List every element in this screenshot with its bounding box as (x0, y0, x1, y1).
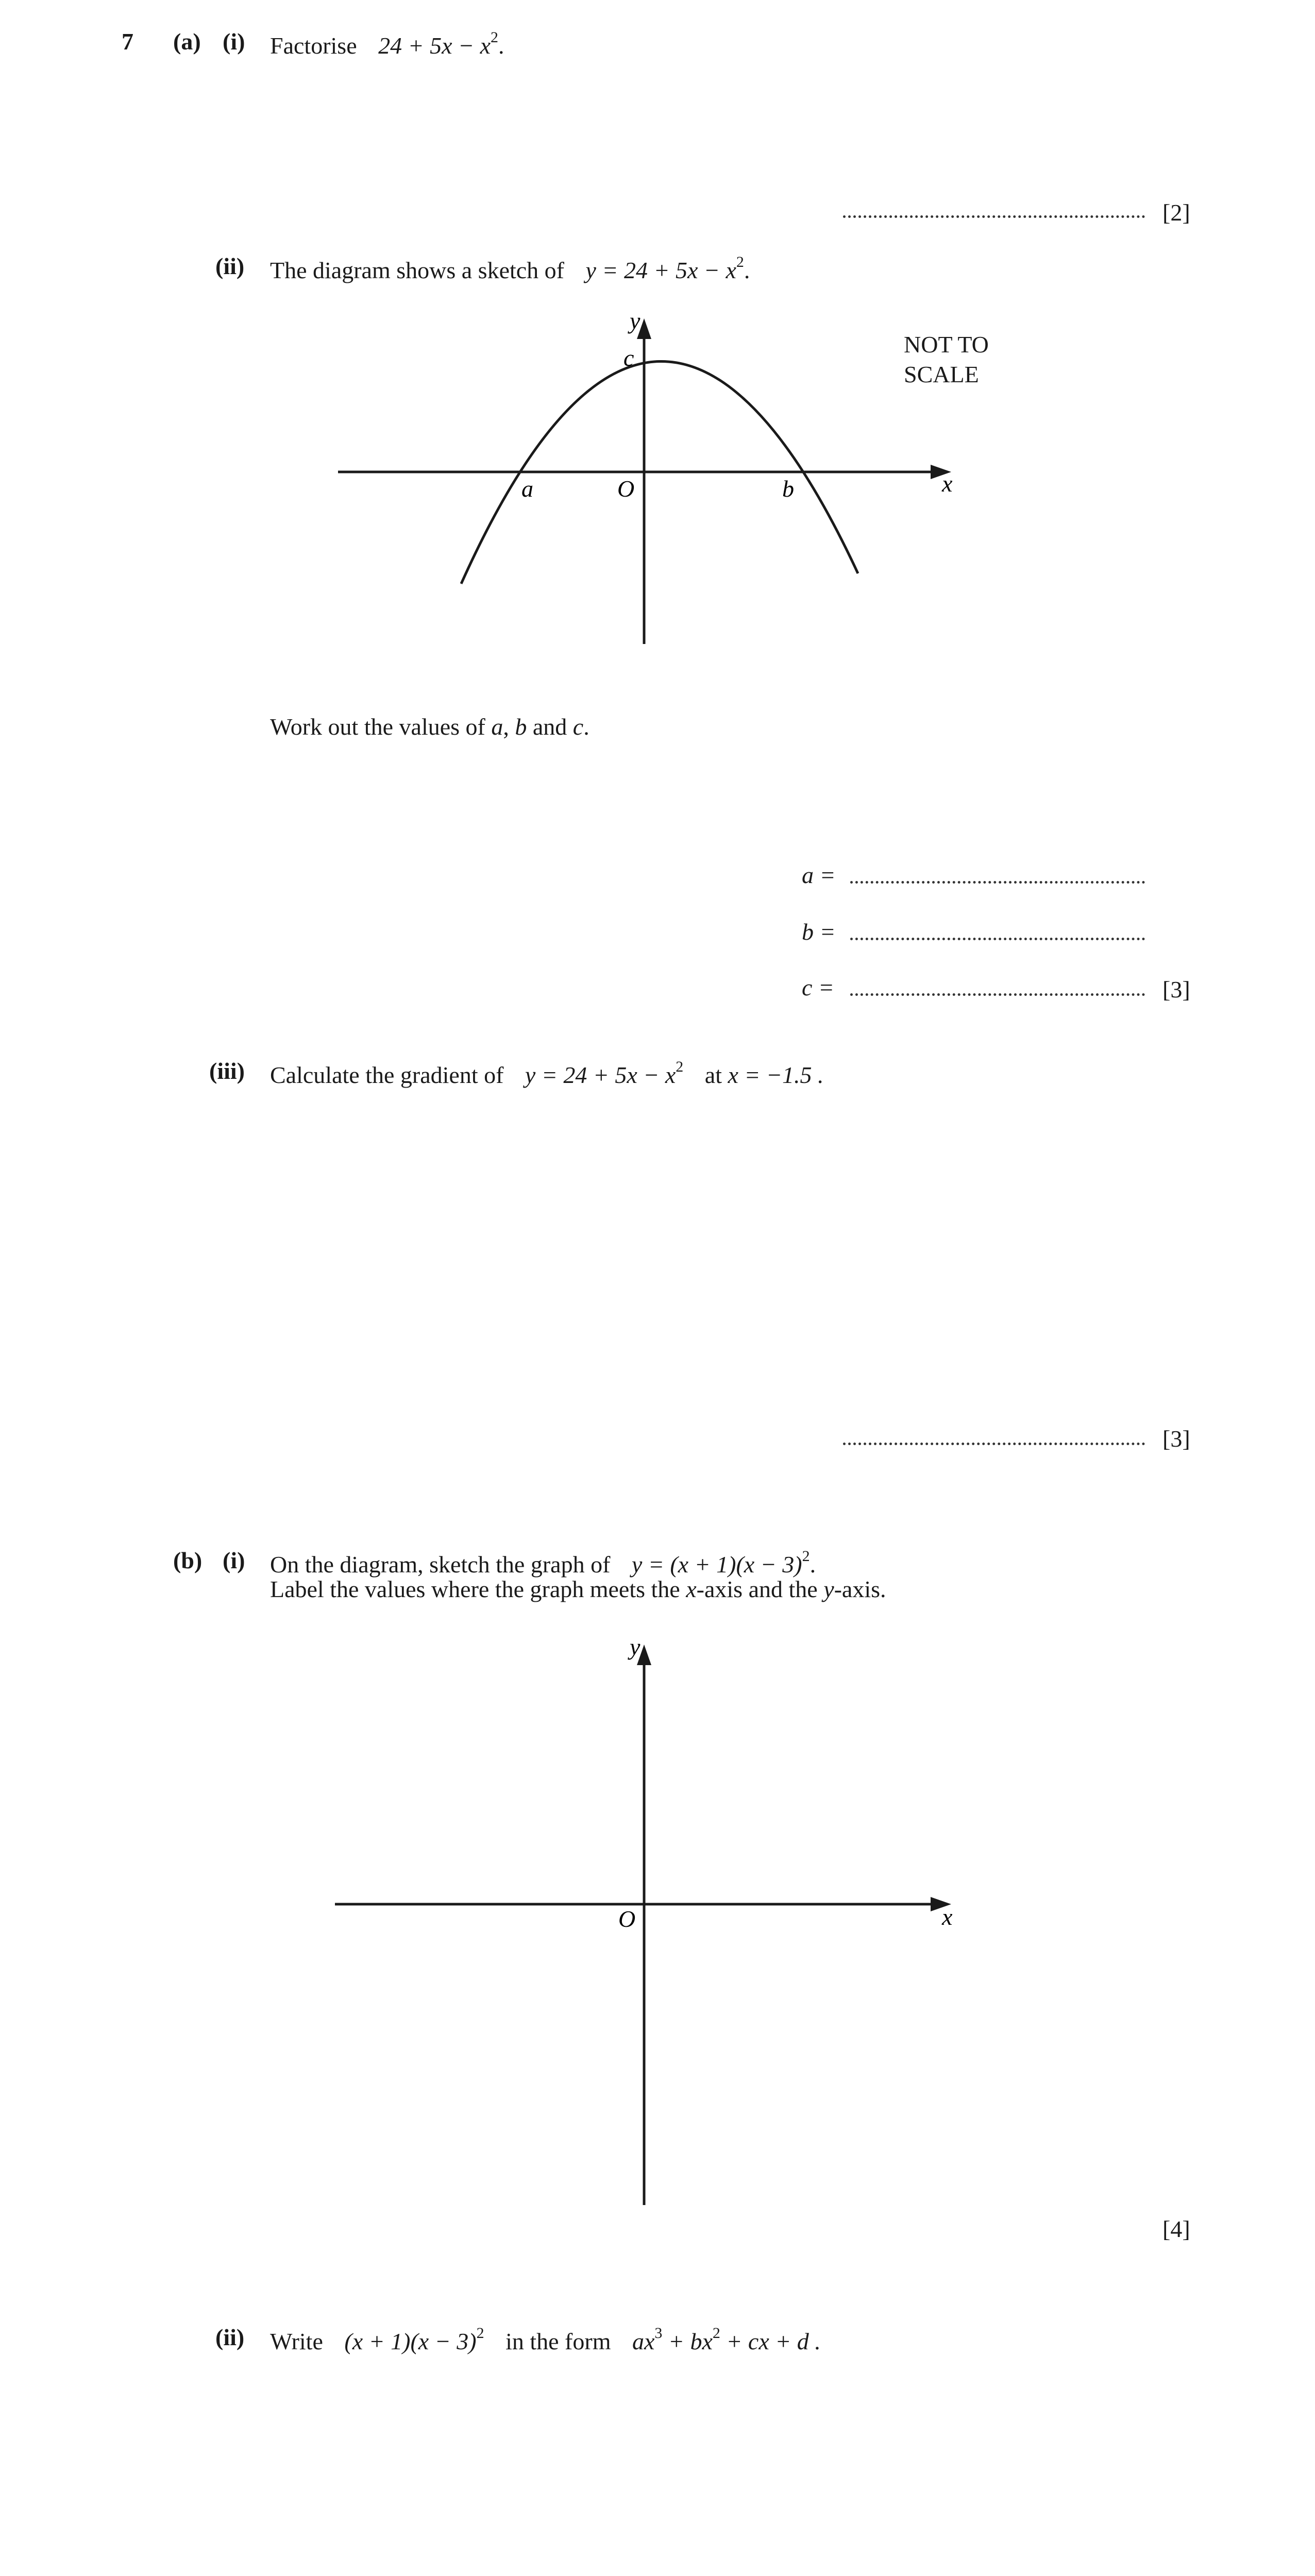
expand-expression: (x + 1)(x − 3) (344, 2328, 477, 2354)
sketch-axes-diagram[interactable] (0, 1597, 1315, 2241)
answer-line-a-iii[interactable] (843, 1443, 1145, 1445)
sketch-text: On the diagram, sketch the graph of (270, 1551, 611, 1578)
gradient-prompt (270, 1059, 824, 1087)
answer-a-label: a = (802, 862, 836, 888)
parabola-diagram (0, 0, 1315, 670)
expand-exponent: 2 (476, 2325, 484, 2342)
form-term-2: + bx (662, 2328, 713, 2354)
diagram-prompt-exponent: 2 (736, 253, 744, 270)
work-out-prompt (270, 715, 589, 739)
work-out-and: and (527, 714, 573, 740)
diagram-prompt-period: . (744, 257, 750, 283)
x-axis-label: x (942, 470, 953, 497)
c-label: c (623, 345, 634, 371)
form-term-3: + cx + d . (720, 2328, 821, 2354)
sub-b-i-label: (i) (223, 1547, 245, 1573)
question-number: 7 (122, 28, 133, 55)
form-term-1: ax (632, 2328, 655, 2354)
part-b-label: (b) (173, 1547, 203, 1573)
work-out-a: a (491, 714, 503, 740)
label-instruction-mid: -axis and the (696, 1576, 824, 1602)
b-x-axis-label: x (942, 1904, 953, 1930)
work-out-b: b (515, 714, 527, 740)
answer-line-b[interactable] (850, 938, 1145, 940)
sketch-prompt (270, 1549, 816, 1577)
factorise-exponent: 2 (491, 29, 499, 46)
expand-in-form: in the form (505, 2328, 611, 2354)
origin-label: O (617, 476, 635, 502)
sketch-period: . (810, 1551, 816, 1578)
answer-line-c[interactable] (850, 993, 1145, 996)
sub-ii-label: (ii) (215, 253, 245, 279)
factorise-text: Factorise (270, 32, 357, 59)
answer-line-a[interactable] (850, 881, 1145, 884)
expand-prompt (270, 2326, 821, 2353)
expand-text: Write (270, 2328, 323, 2354)
label-instruction-end: -axis. (834, 1576, 886, 1602)
b-label: b (782, 476, 794, 502)
b-y-axis-label: y (630, 1634, 640, 1660)
factorise-period: . (498, 32, 504, 59)
diagram-prompt-text: The diagram shows a sketch of (270, 257, 565, 283)
a-label: a (521, 476, 533, 502)
answer-c-label: c = (802, 974, 834, 1001)
factorise-expression: 24 + 5x − x (378, 32, 491, 59)
y-axis-label: y (630, 308, 640, 334)
answer-b-label: b = (802, 919, 836, 945)
sub-iii-label: (iii) (209, 1058, 245, 1084)
gradient-expression: y = 24 + 5x − x (525, 1062, 676, 1088)
part-a-label: (a) (173, 28, 201, 55)
form-term-1-exp: 3 (654, 2325, 663, 2342)
not-to-scale-line2: SCALE (904, 361, 979, 387)
work-out-text: Work out the values of (270, 714, 492, 740)
label-instruction-start: Label the values where the graph meets the (270, 1576, 686, 1602)
work-out-end: . (583, 714, 589, 740)
work-out-comma: , (503, 714, 515, 740)
sketch-expression: y = (x + 1)(x − 3) (631, 1551, 802, 1578)
gradient-at-expression: x = −1.5 . (728, 1062, 824, 1088)
gradient-exponent: 2 (676, 1058, 684, 1075)
marks-a-iii: [3] (1162, 1426, 1190, 1452)
sub-b-ii-label: (ii) (215, 2324, 245, 2350)
marks-a-ii: [3] (1162, 976, 1190, 1003)
diagram-prompt-expression: y = 24 + 5x − x (585, 257, 736, 283)
marks-a-i: [2] (1162, 199, 1190, 226)
form-term-2-exp: 2 (712, 2325, 720, 2342)
label-instruction-y: y (823, 1576, 834, 1602)
sub-i-label: (i) (223, 28, 245, 55)
sketch-exponent: 2 (802, 1548, 810, 1565)
marks-b-i: [4] (1162, 2216, 1190, 2242)
b-origin-label: O (618, 1906, 636, 1932)
label-instruction-x: x (686, 1576, 697, 1602)
not-to-scale-line1: NOT TO (904, 331, 989, 358)
gradient-text: Calculate the gradient of (270, 1062, 504, 1088)
work-out-c: c (572, 714, 584, 740)
gradient-at: at (704, 1062, 722, 1088)
